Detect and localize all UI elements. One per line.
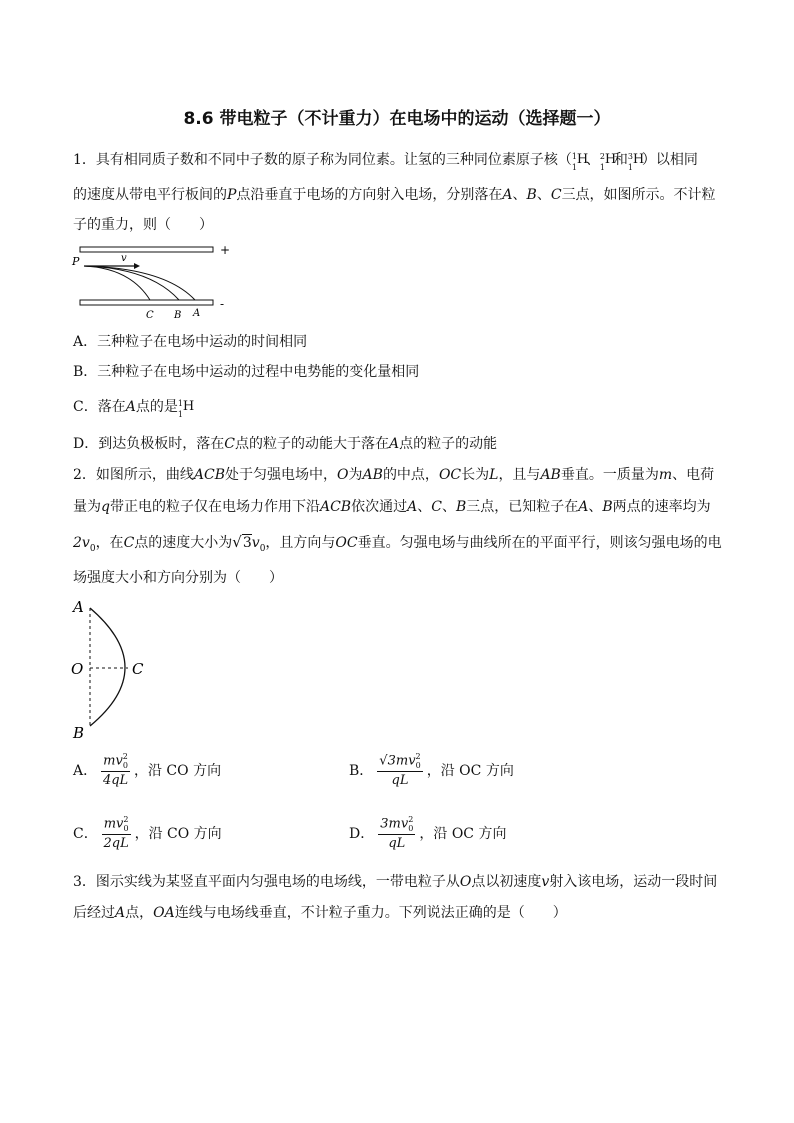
point-C-label: C [146,310,154,321]
curve-ACB [90,608,125,726]
q1-text: 1．具有相同质子数和不同中子数的原子称为同位素。让氢的三种同位素原子核（ [73,152,572,168]
q2-line-4: 场强度大小和方向分别为（ ） [73,570,283,586]
point-A-label: A [73,598,84,616]
minus-label: - [220,297,225,311]
q1-line-1: 1．具有相同质子数和不同中子数的原子称为同位素。让氢的三种同位素原子核（ 1 1 H 、 2 1 H 和 3 1 H ）以相同 [73,152,698,172]
negative-plate [80,300,213,305]
q2-option-D: D． $\frac{3mv^2_0}{qL}$ ，沿 OC 方向 [349,815,507,851]
positive-plate [80,247,213,252]
q1-option-B: B．三种粒子在电场中运动的过程中电势能的变化量相同 [73,364,420,380]
q1-line-2: 的速度从带电平行板间的P点沿垂直于电场的方向射入电场，分别落在A、B、C三点，如图所示。不计粒 [73,187,716,203]
fraction: $\frac{3mv^2_0}{qL}$ [380,815,414,851]
q1-line-3: 子的重力，则（ ） [73,217,213,233]
isotope-3: 3 1 H [627,152,645,172]
trajectory-B [84,266,179,300]
isotope-2: 2 1 H [599,152,617,172]
q2-line-3: $2v_0$，在C点的速度大小为$√3v_0$，且方向与OC垂直。匀强电场与曲线所在的平面平行，则该匀强电场的电 [73,533,722,554]
velocity-label: v [121,253,127,264]
page-title: 8.6 带电粒子（不计重力）在电场中的运动（选择题一） [183,109,611,129]
q2-option-C: C． $\frac{mv^2_0}{2qL}$ ，沿 CO 方向 [73,815,222,851]
q2-option-A: A． $\frac{mv^2_0}{4qL}$ ，沿 CO 方向 [73,752,222,788]
q2-curve-figure [68,596,158,742]
q2-line-1: 2．如图所示，曲线ACB处于匀强电场中，O为AB的中点，OC长为L，且与AB垂直。一质量为m、电荷 [73,467,715,483]
q2-option-B: B． $\frac{√3mv^2_0}{qL}$ ，沿 OC 方向 [349,752,514,788]
isotope-1: 1 1 H [571,152,589,172]
velocity-arrowhead [134,263,140,269]
trajectory-A [84,266,195,300]
q2-line-2: 量为q带正电的粒子仅在电场力作用下沿ACB依次通过A、C、B三点，已知粒子在A、B两点的速率均为 [73,499,711,515]
plus-label: + [220,243,231,257]
q1-option-C: C．落在A点的是 1 1 H [73,399,195,419]
point-A-label: A [193,308,201,319]
q1-option-D: D．到达负极板时，落在C点的粒子的动能大于落在A点的粒子的动能 [73,436,498,452]
q1-option-A: A．三种粒子在电场中运动的时间相同 [73,334,308,350]
q3-line-2: 后经过A点，OA连线与电场线垂直，不计粒子重力。下列说法正确的是（ ） [73,905,567,921]
q1-plate-figure [70,240,240,322]
point-B-label: B [73,724,85,742]
point-P-label: P [72,255,80,268]
isotope-answer: 1 1 H [177,399,195,419]
fraction: $\frac{mv^2_0}{4qL}$ [102,752,129,788]
point-B-label: B [174,310,182,321]
fraction: $\frac{mv^2_0}{2qL}$ [103,815,129,851]
fraction: $\frac{√3mv^2_0}{qL}$ [379,752,421,788]
point-O-label: O [71,660,84,678]
point-C-label: C [132,660,144,678]
trajectory-C [84,266,150,300]
q3-line-1: 3．图示实线为某竖直平面内匀强电场的电场线，一带电粒子从O点以初速度v射入该电场，运动一段时间 [73,874,718,890]
